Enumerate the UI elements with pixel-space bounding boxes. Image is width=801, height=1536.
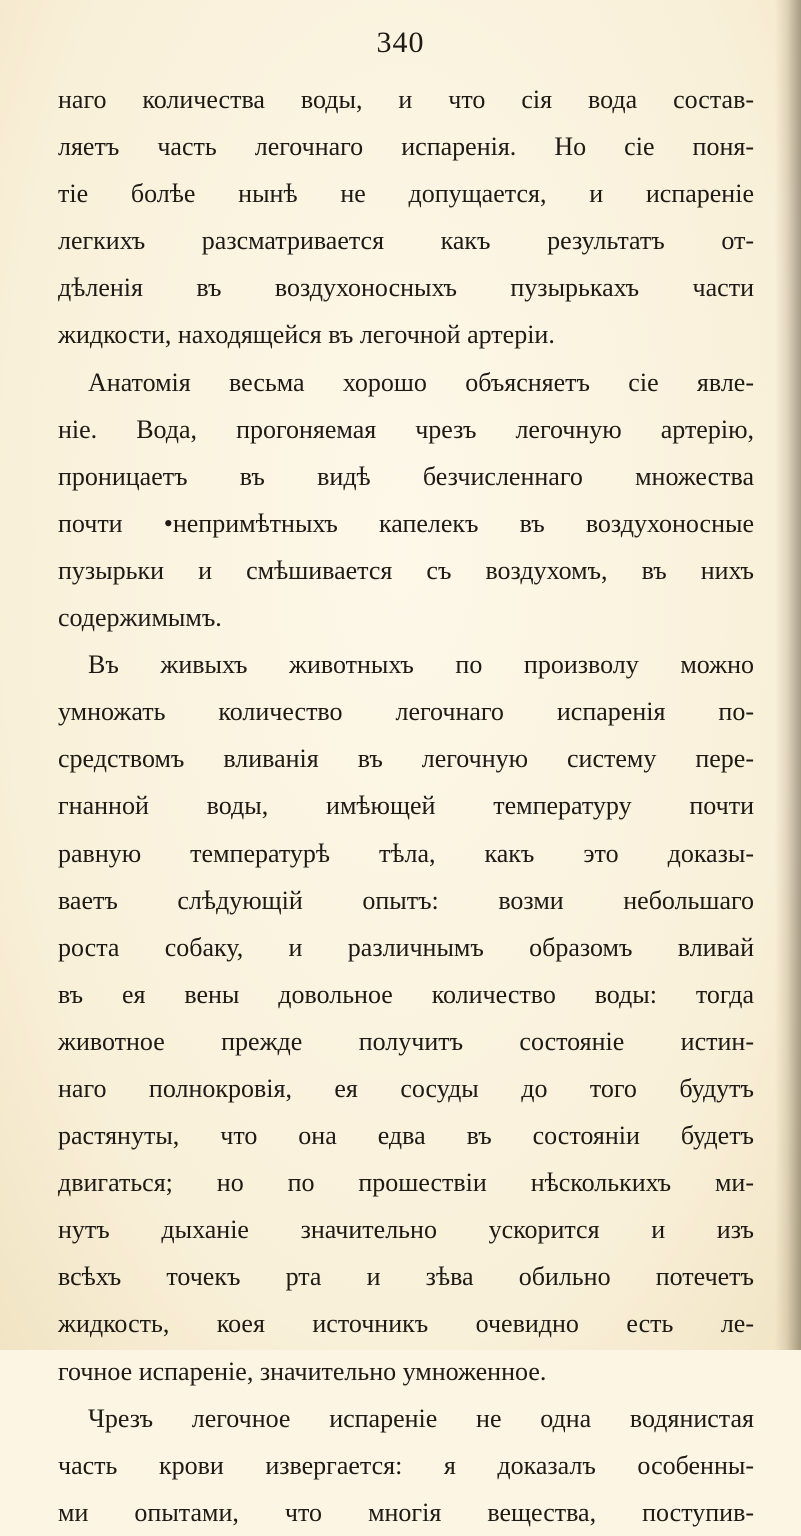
text-line: всѣхъ точекъ рта и зѣва обильно потечетъ: [58, 1262, 754, 1292]
page-number: 340: [376, 26, 425, 59]
text-line: часть крови извергается: я доказалъ особенны-: [58, 1450, 754, 1480]
text-line: Въ живыхъ животныхъ по произволу можно: [88, 650, 754, 680]
text-line: дѣленія въ воздухоносныхъ пузырькахъ части: [58, 273, 754, 303]
text-line: тіе болѣе нынѣ не допущается, и испареніе: [58, 179, 754, 209]
text-line: умножать количество легочнаго испаренія по-: [58, 697, 754, 727]
text-line: роста собаку, и различнымъ образомъ вливай: [58, 932, 754, 962]
body-text: [58, 76, 754, 1536]
text-line: ляетъ часть легочнаго испаренія. Но сіе поня-: [58, 132, 754, 162]
text-line: наго полнокровія, ея сосуды до того будутъ: [58, 1073, 754, 1103]
text-line: ваетъ слѣдующій опытъ: возми небольшаго: [58, 885, 754, 915]
text-line: гнанной воды, имѣющей температуру почти: [58, 791, 754, 821]
text-line: содержимымъ.: [58, 603, 222, 633]
text-line: Анатомія весьма хорошо объясняетъ сіе явле-: [88, 367, 754, 397]
text-line: ніе. Вода, прогоняемая чрезъ легочную артерію,: [58, 414, 754, 444]
text-line: растянуты, что она едва въ состояніи будетъ: [58, 1121, 754, 1151]
text-line: въ ея вены довольное количество воды: тогда: [58, 979, 754, 1009]
text-line: животное прежде получитъ состояніе истин-: [58, 1026, 754, 1056]
text-line: пузырьки и смѣшивается съ воздухомъ, въ нихъ: [58, 555, 754, 585]
text-line: гочное испареніе, значительно умноженное.: [58, 1356, 547, 1386]
text-line: двигаться; но по прошествіи нѣсколькихъ ми-: [58, 1168, 754, 1198]
text-line: наго количества воды, и что сія вода состав-: [58, 85, 754, 114]
text-line: почти •непримѣтныхъ капелекъ въ воздухоносные: [58, 508, 754, 538]
text-line: легкихъ разсматривается какъ результатъ от-: [58, 226, 754, 256]
text-line: равную температурѣ тѣла, какъ это доказы-: [58, 838, 754, 868]
text-line: Чрезъ легочное испареніе не одна водянистая: [88, 1403, 754, 1433]
text-line: ми опытами, что многія вещества, поступив-: [58, 1497, 754, 1527]
book-spine-shadow: [775, 0, 801, 1350]
text-line: жидкость, коея источникъ очевидно есть ле-: [58, 1309, 754, 1339]
text-line: средствомъ вливанія въ легочную систему пере-: [58, 744, 754, 774]
text-line: проницаетъ въ видѣ безчисленнаго множества: [58, 461, 754, 491]
text-line: нутъ дыханіе значительно ускорится и изъ: [58, 1215, 754, 1245]
text-line: жидкости, находящейся въ легочной артеріи.: [58, 320, 555, 350]
